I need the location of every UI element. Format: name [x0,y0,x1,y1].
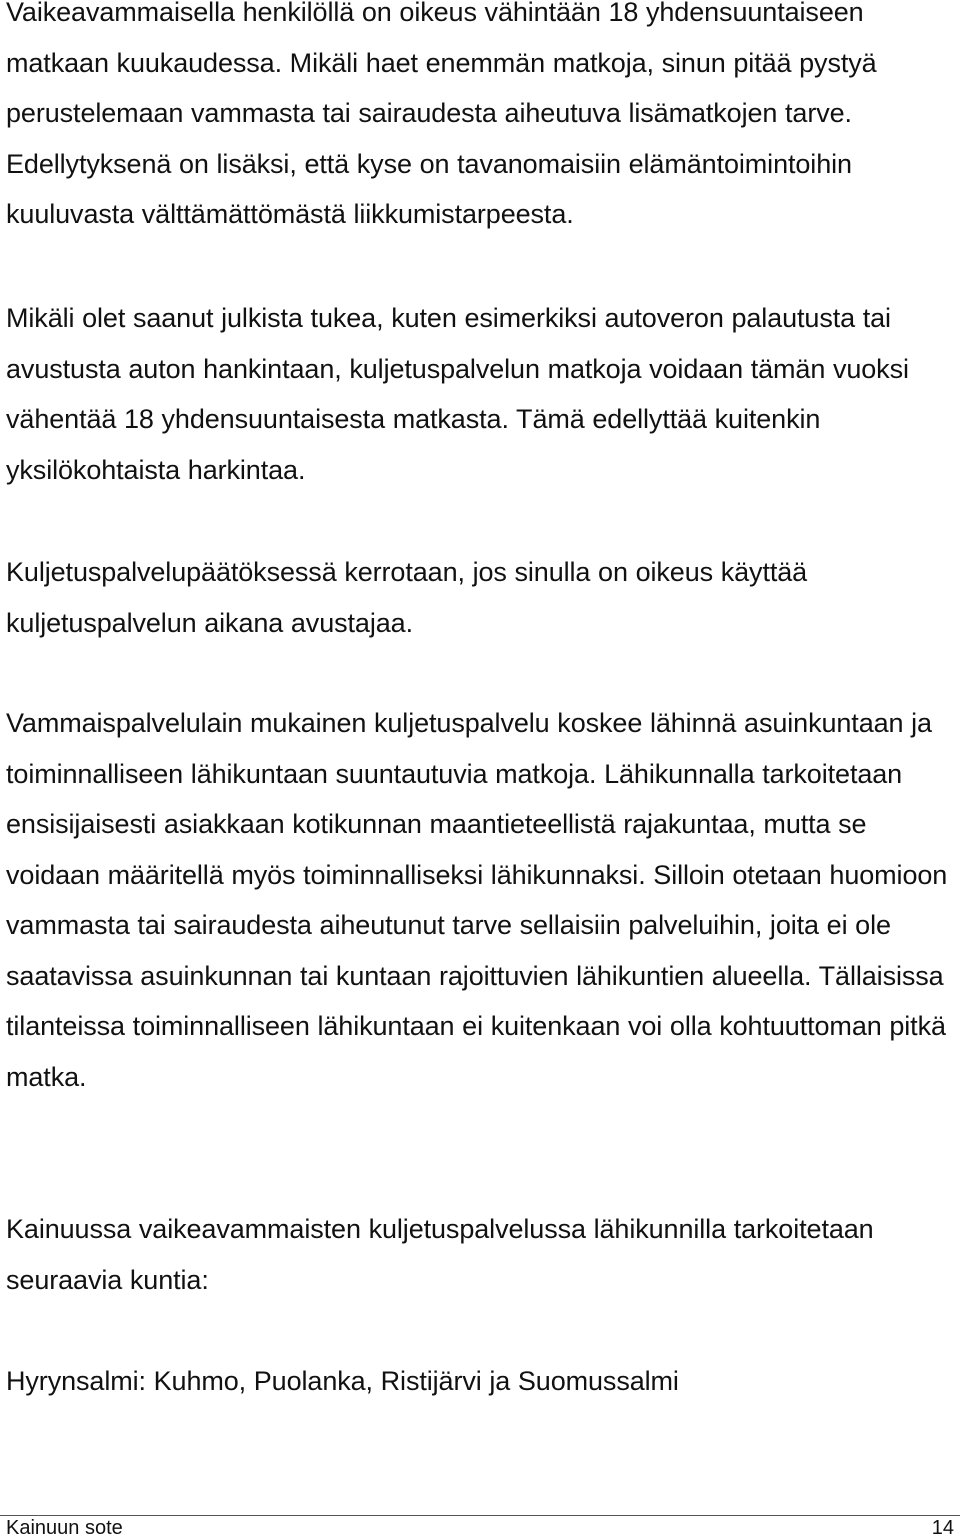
footer-organization: Kainuun sote [6,1517,123,1539]
paragraph-public-support: Mikäli olet saanut julkista tukea, kuten esimerkiksi autoveron palautusta tai avustusta auton hankintaan, kuljetuspalvelun matkoja voidaan tämän vuoksi vähentää 18 yhdensuuntaisesta matkasta. Tämä edellyttää kuitenkin yksilökohtaista harkintaa. [6,303,909,485]
paragraph-hyrynsalmi-list: Hyrynsalmi: Kuhmo, Puolanka, Ristijärvi ja Suomussalmi [6,1366,679,1396]
paragraph-trip-entitlement: Vaikeavammaisella henkilöllä on oikeus vähintään 18 yhdensuuntaiseen matkaan kuukaudessa. Mikäli haet enemmän matkoja, sinun pitää pystyä perustelemaan vammasta tai sairaudesta aiheutuva lisämatkojen tarve. Edellytyksenä on lisäksi, että kyse on tavanomaisiin elämäntoimintoihin kuuluvasta välttämättömästä liikkumistarpeesta. [6,0,877,229]
footer-page-number: 14 [931,1517,954,1539]
footer-divider [0,1515,960,1516]
paragraph-neighbouring-municipality: Vammaispalvelulain mukainen kuljetuspalvelu koskee lähinnä asuinkuntaan ja toiminnalliseen lähikuntaan suuntautuvia matkoja. Lähikunnalla tarkoitetaan ensisijaisesti asiakkaan kotikunnan maantieteellistä rajakuntaa, mutta se voidaan määritellä myös toiminnalliseksi lähikunnaksi. Silloin otetaan huomioon vammasta tai sairaudesta aiheutunut tarve sellaisiin palveluihin, joita ei ole saatavissa asuinkunnan tai kuntaan rajoittuvien lähikuntien alueella. Tällaisissa tilanteissa toiminnalliseen lähikuntaan ei kuitenkaan voi olla kohtuuttoman pitkä matka. [6,708,948,1092]
paragraph-kainuu-municipalities-intro: Kainuussa vaikeavammaisten kuljetuspalvelussa lähikunnilla tarkoitetaan seuraavia kuntia: [6,1214,874,1295]
paragraph-assistant: Kuljetuspalvelupäätöksessä kerrotaan, jos sinulla on oikeus käyttää kuljetuspalvelun aikana avustajaa. [6,557,808,638]
